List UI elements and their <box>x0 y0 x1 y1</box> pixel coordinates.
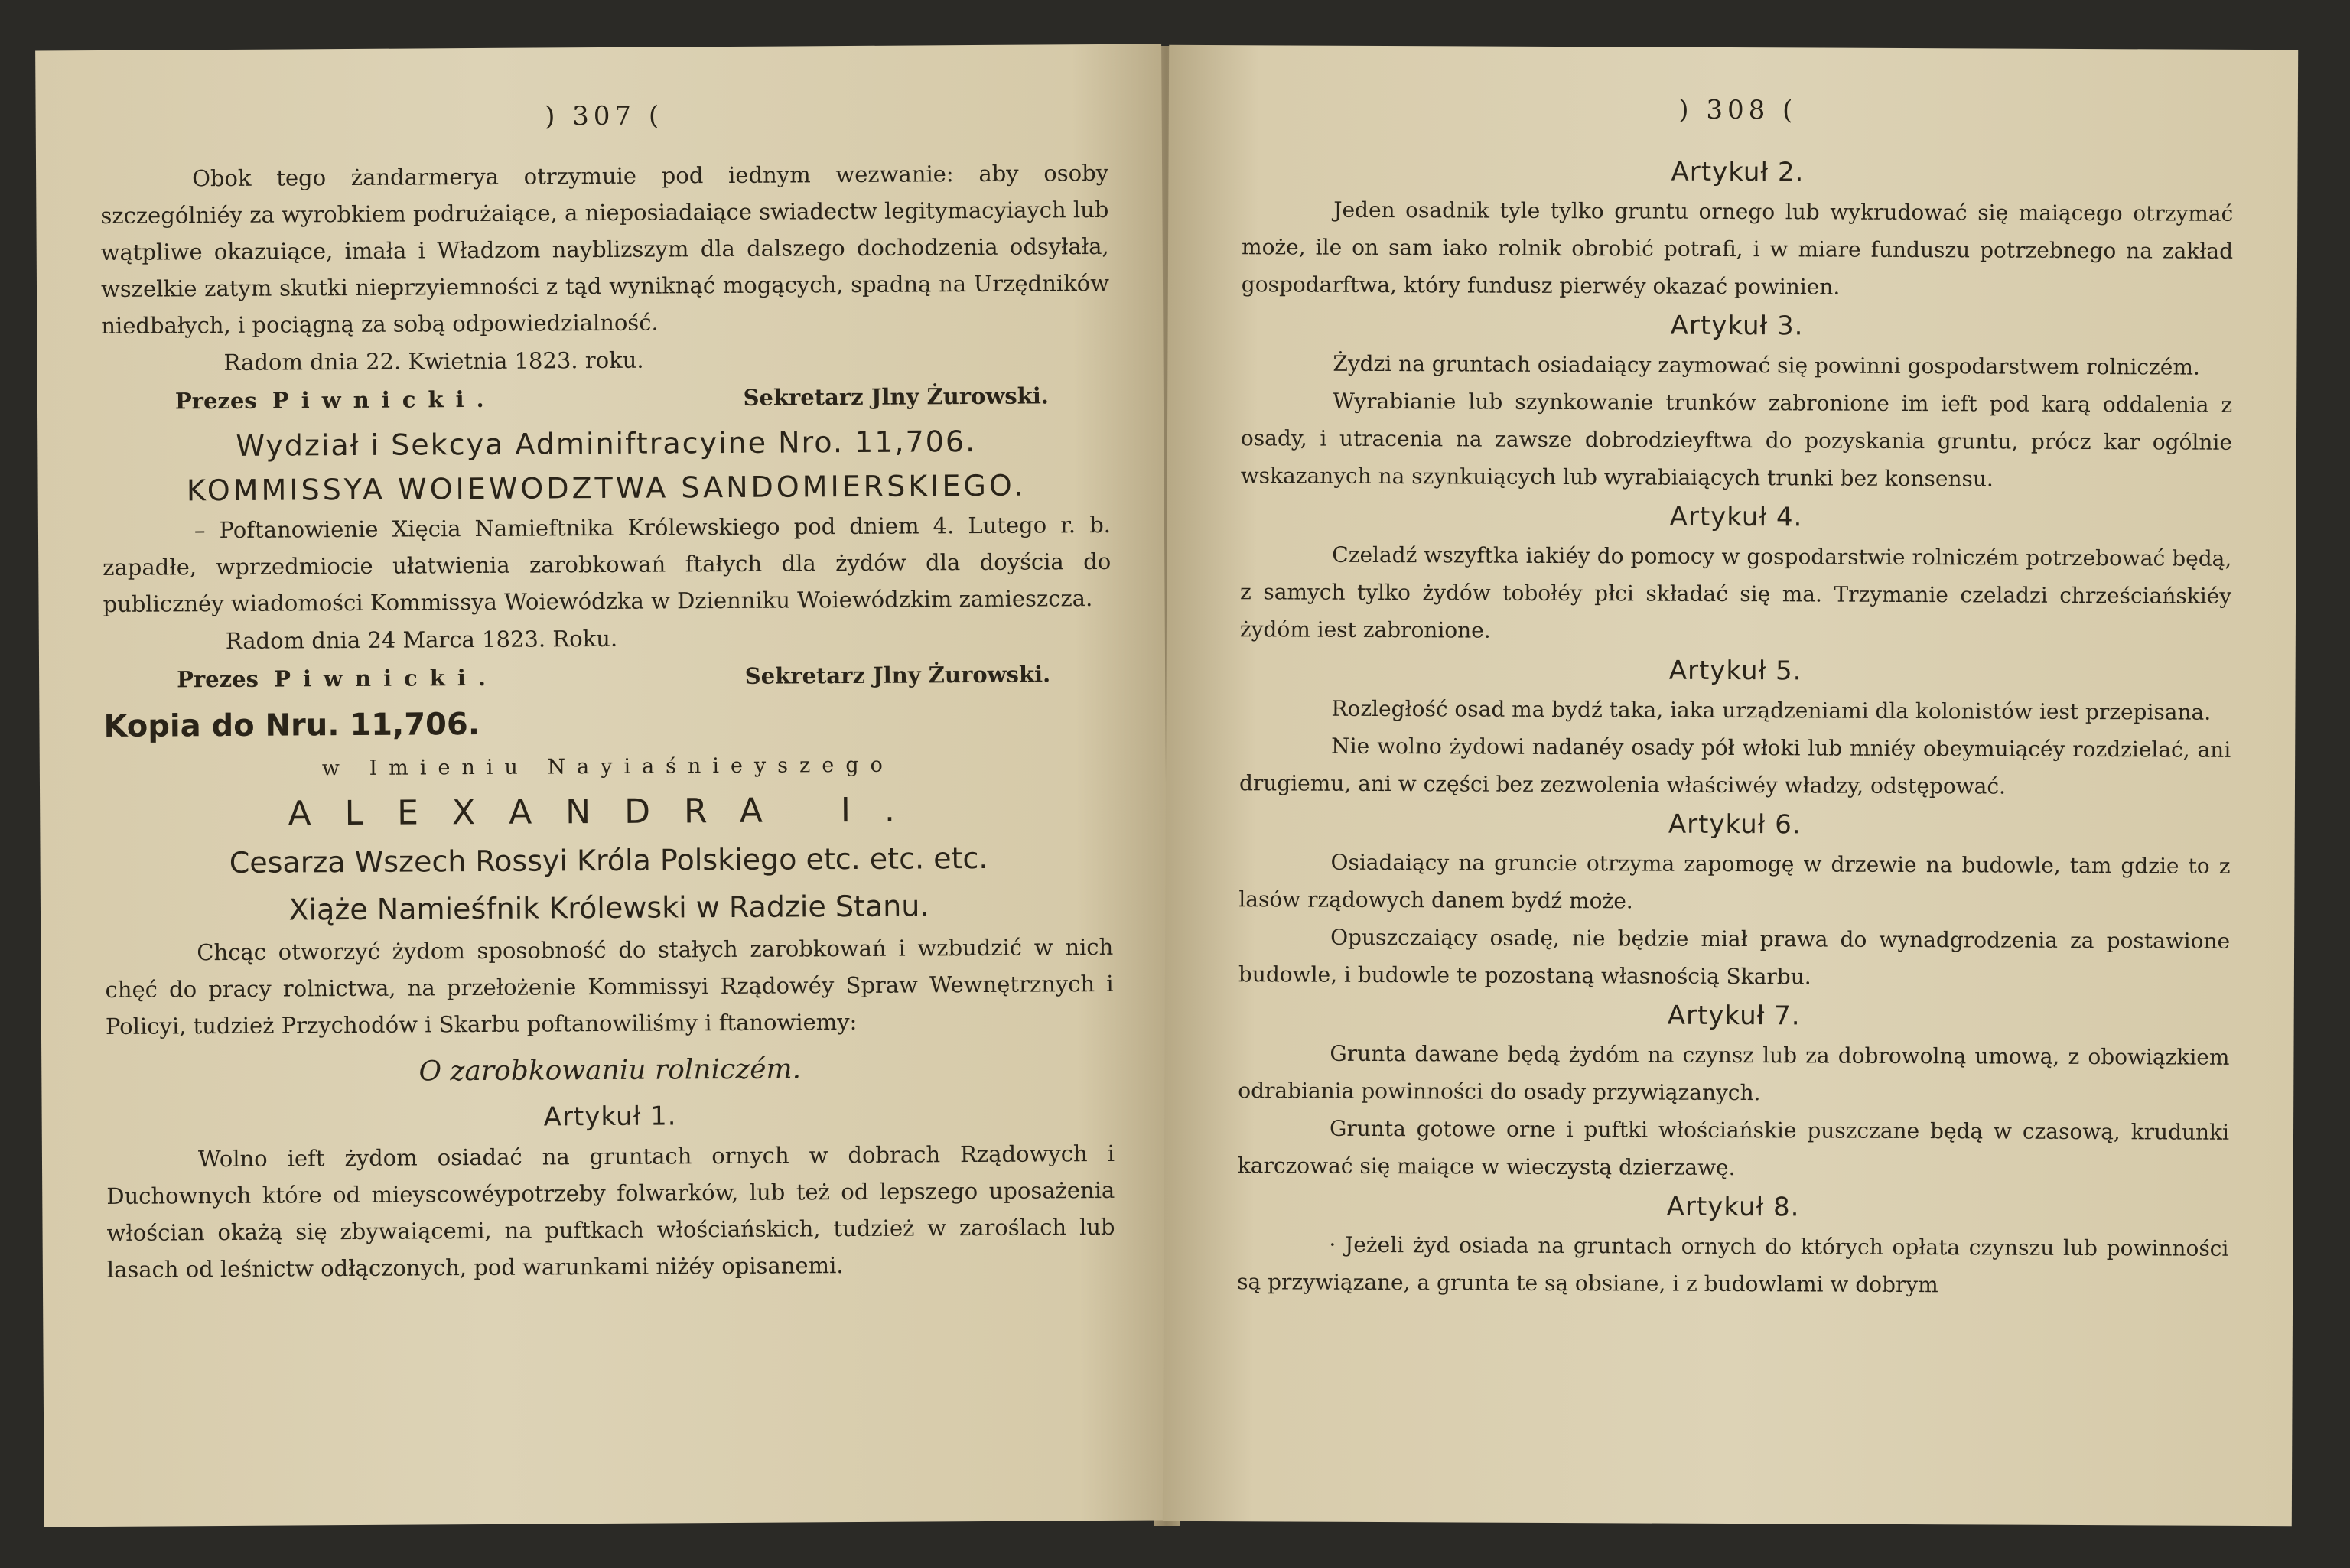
article-heading: Artykuł 2. <box>1671 156 1805 188</box>
date-line: Radom dnia 24 Marca 1823. Roku. <box>225 625 618 655</box>
paragraph: – Poftanowienie Xięcia Namieftnika Królewskiego pod dniem 4. Lutego r. b. zapadłe, wprzedmiocie ułatwienia zarobkowań ftałych dla żydów dla doyścia do publicznéy wiadomości Kommissya Woiewódzka w Dzienniku Woiewódzkim zamieszcza. <box>103 511 1112 617</box>
president-label: Prezes <box>174 387 257 415</box>
emperor-name-heading: ALEXANDRA I. <box>288 790 929 834</box>
section-heading: Wydział i Sekcya Adminiftracyine Nro. 11,706. <box>236 425 977 463</box>
signature-line <box>103 655 1112 699</box>
page-number: ) 307 ( <box>545 100 664 132</box>
article-text: Żydzi na gruntach osiadaiący zaymować się powinni gospodarstwem rolniczém. <box>1333 350 2200 380</box>
article-text: Osiadaiący na gruncie otrzyma zapomogę w drzewie na budowle, tam gdzie to z lasów rządowych danem bydź może. <box>1238 849 2231 914</box>
article-heading: Artykuł 8. <box>1666 1191 1800 1223</box>
paragraph: Obok tego żandarmerya otrzymuie pod iednym wezwanie: aby osoby szczególniéy za wyrobkiem podrużaiące, a nieposiadaiące swiadectw legitymacyiaych lub wątpliwe okazuiące, imała i Władzom nayblizszym dla dalszego dochodzenia odsyłała, wszelkie zatym skutki nieprzyiemności z tąd wyniknąć mogących, spadną na Urzędników niedbałych, i pociągną za sobą odpowiedzialność. <box>100 159 1110 339</box>
in-the-name-heading: w Imieniu Nayiaśnieyszego <box>321 753 894 781</box>
article-text: Rozległość osad ma bydź taka, iaka urządzeniami dla kolonistów iest przepisana. <box>1331 695 2212 725</box>
page-number: ) 308 ( <box>1678 94 1798 126</box>
commission-heading: KOMMISSYA WOIEWODZTWA SANDOMIERSKIEGO. <box>186 468 1027 508</box>
viceroy-heading: Xiąże Namieśfnik Królewski w Radzie Stanu. <box>288 889 929 927</box>
article-heading: Artykuł 6. <box>1668 808 1802 841</box>
article-heading: Artykuł 3. <box>1670 310 1804 342</box>
section-title: O zarobkowaniu rolniczém. <box>418 1053 802 1088</box>
copy-heading: Kopia do Nru. 11,706. <box>103 706 480 744</box>
article-text: Nie wolno żydowi nadanéy osady pół włoki lub mniéy obeymuiącéy rozdzielać, ani drugiemu, ani w części bez zezwolenia właściwéy władzy, odstępować. <box>1238 733 2231 799</box>
article-text: Opuszczaiący osadę, nie będzie miał prawa do wynadgrodzenia za postawione budowle, i budowle te pozostaną własnością Skarbu. <box>1238 924 2231 990</box>
president-signature <box>175 380 496 421</box>
article-text: Grunta gotowe orne i puftki włościańskie puszczane będą w czasową, krudunki karczować się maiące w wieczystą dzierzawę. <box>1237 1115 2230 1181</box>
article-text: Wyrabianie lub szynkowanie trunków zabronione im ieft pod karą oddalenia z osady, i utracenia na zawsze dobrodzieyftwa do pozyskania gruntu, prócz kar ogólnie wskazanych na szynkuiących lub wyrabiaiących trunki bez konsensu. <box>1240 388 2233 492</box>
paragraph: Chcąc otworzyć żydom sposobność do stałych zarobkowań i wzbudzić w nich chęć do pracy rolnictwa, na przełożenie Kommissyi Rządowéy Spraw Wewnętrznych i Policyi, tudzież Przychodów i Skarbu poftanowiliśmy i ftanowiemy: <box>105 933 1114 1039</box>
article-text: Grunta dawane będą żydóm na czynsz lub za dobrowolną umową, z obowiązkiem odrabiania powinności do osady przywiązanych. <box>1238 1040 2230 1106</box>
emperor-title-heading: Cesarza Wszech Rossyi Króla Polskiego etc. etc. etc. <box>229 841 988 880</box>
article-text: Jeden osadnik tyle tylko gruntu ornego lub wykrudować się maiącego otrzymać może, ile on sam iako rolnik obrobić potrafi, i w miare funduszu potrzebnego na zakład gospodarftwa, który fundusz pierwéy okazać powinien. <box>1241 197 2234 300</box>
article-text: · Jeżeli żyd osiada na gruntach ornych do których opłata czynszu lub powinności są przywiązane, a grunta te są obsiane, i z budowlami w dobrym <box>1237 1231 2229 1298</box>
article-heading: Artykuł 7. <box>1667 1000 1801 1032</box>
president-name: Piwnicki. <box>274 664 499 692</box>
article-text: Wolno ieft żydom osiadać na gruntach ornych w dobrach Rządowych i Duchownych które od mieyscowéypotrzeby folwarków, lub też od lepszego uposażenia włościan okażą się zbywaiącemi, na puftkach włościańskich, tudzież w zaroślach lub lasach od leśnictw odłączonych, pod warunkami niżéy opisanemi. <box>106 1140 1115 1283</box>
president-name: Piwnicki. <box>272 385 496 414</box>
secretary-signature: Sekretarz Jlny Żurowski. <box>744 661 1051 689</box>
president-signature <box>177 659 498 699</box>
article-heading: Artykuł 1. <box>543 1101 677 1133</box>
president-label: Prezes <box>177 665 259 693</box>
article-text: Czeladź wszyftka iakiéy do pomocy w gospodarstwie rolniczém potrzebować będą, z samych tylko żydów tobołéy płci składać się ma. Trzymanie czeladzi chrześciańskiéy żydóm iest zabronione. <box>1239 542 2232 643</box>
date-line: Radom dnia 22. Kwietnia 1823. roku. <box>223 346 644 376</box>
left-page <box>35 44 1170 1527</box>
secretary-signature: Sekretarz Jlny Żurowski. <box>743 382 1050 411</box>
right-page <box>1163 45 2298 1526</box>
article-heading: Artykuł 4. <box>1669 501 1803 533</box>
article-heading: Artykuł 5. <box>1668 655 1802 687</box>
signature-line <box>102 376 1110 421</box>
